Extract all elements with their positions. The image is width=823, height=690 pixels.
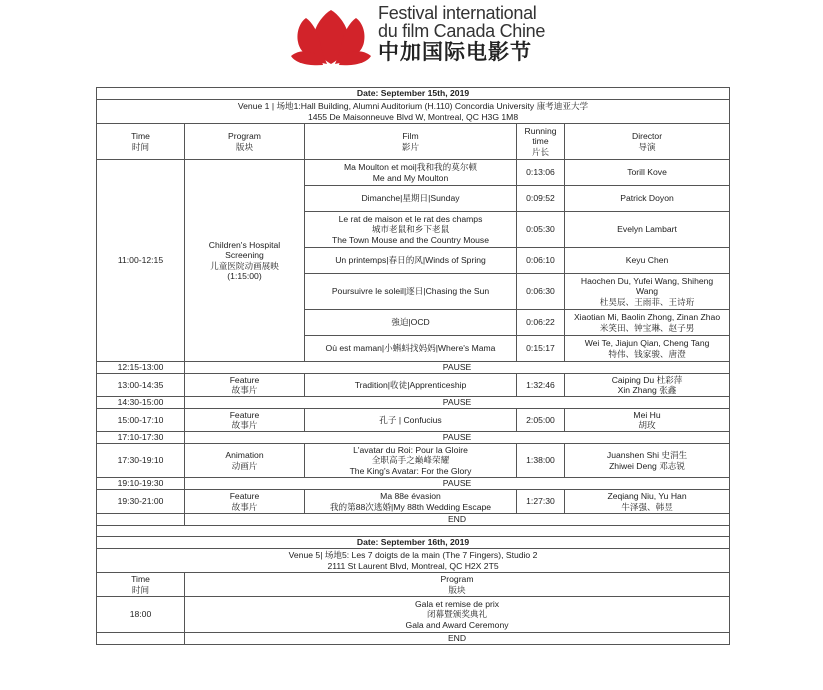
running-time: 0:06:10 bbox=[517, 248, 565, 274]
end-row bbox=[97, 514, 730, 526]
pause-label: PAUSE bbox=[185, 432, 730, 444]
screening-time: 13:00-14:35 bbox=[97, 374, 185, 397]
program: Feature 故事片 bbox=[185, 409, 305, 432]
festival-logo bbox=[290, 4, 550, 70]
pause-label: PAUSE bbox=[185, 397, 730, 409]
block1-time: 11:00-12:15 bbox=[97, 160, 185, 362]
day2-venue: Venue 5| 场地5: Les 7 doigts de la main (The 7 Fingers), Studio 2 2111 St Laurent Blvd, Montreal, QC H2X 2T5 bbox=[97, 549, 730, 573]
screening-time: 19:30-21:00 bbox=[97, 490, 185, 514]
film-title: 孔子 | Confucius bbox=[305, 409, 517, 432]
running-time: 0:06:22 bbox=[517, 310, 565, 336]
pause-row bbox=[97, 478, 730, 490]
block1-program: Children's Hospital Screening 儿童医院动画展映 (1:15:00) bbox=[185, 160, 305, 362]
table-row bbox=[97, 160, 730, 186]
day2-header-time: Time 时间 bbox=[97, 573, 185, 597]
table-row bbox=[97, 374, 730, 397]
end-label: END bbox=[185, 633, 730, 645]
table-row bbox=[97, 444, 730, 478]
screening-time: 17:30-19:10 bbox=[97, 444, 185, 478]
director: Juanshen Shi 史涓生 Zhiwei Deng 邓志锐 bbox=[565, 444, 730, 478]
running-time: 0:06:30 bbox=[517, 274, 565, 310]
running-time: 1:38:00 bbox=[517, 444, 565, 478]
running-time: 0:13:06 bbox=[517, 160, 565, 186]
running-time: 1:32:46 bbox=[517, 374, 565, 397]
col-header-film: Film 影片 bbox=[305, 124, 517, 160]
pause-label: PAUSE bbox=[185, 478, 730, 490]
film-title: Poursuivre le soleil|逐日|Chasing the Sun bbox=[305, 274, 517, 310]
end-label: END bbox=[185, 514, 730, 526]
running-time: 0:09:52 bbox=[517, 186, 565, 212]
film-title: Le rat de maison et le rat des champs 城市老鼠和乡下老鼠 The Town Mouse and the Country Mouse bbox=[305, 212, 517, 248]
running-time: 2:05:00 bbox=[517, 409, 565, 432]
film-title: L'avatar du Roi: Pour la Gloire 全职高手之巅峰荣耀 The King's Avatar: For the Glory bbox=[305, 444, 517, 478]
day1-date: Date: September 15th, 2019 bbox=[97, 88, 730, 100]
screening-time: 15:00-17:10 bbox=[97, 409, 185, 432]
director: Evelyn Lambart bbox=[565, 212, 730, 248]
director: Xiaotian Mi, Baolin Zhong, Zinan Zhao 米笑田、钟宝琳、赵子男 bbox=[565, 310, 730, 336]
gala-time: 18:00 bbox=[97, 597, 185, 633]
pause-label: PAUSE bbox=[185, 362, 730, 374]
film-title: Un printemps|春日的风|Winds of Spring bbox=[305, 248, 517, 274]
col-header-time: Time 时间 bbox=[97, 124, 185, 160]
pause-time: 12:15-13:00 bbox=[97, 362, 185, 374]
end-row bbox=[97, 633, 730, 645]
director: Haochen Du, Yufei Wang, Shiheng Wang 杜昊辰、王雨菲、王诗珩 bbox=[565, 274, 730, 310]
director: Zeqiang Niu, Yu Han 牛泽强、韩昱 bbox=[565, 490, 730, 514]
film-title: Ma 88e évasion 我的第88次逃婚|My 88th Wedding Escape bbox=[305, 490, 517, 514]
program: Feature 故事片 bbox=[185, 490, 305, 514]
day2-date: Date: September 16th, 2019 bbox=[97, 537, 730, 549]
pause-time: 17:10-17:30 bbox=[97, 432, 185, 444]
day2-header-program: Program 版块 bbox=[185, 573, 730, 597]
gala-program: Gala et remise de prix 闭幕暨颁奖典礼 Gala and Award Ceremony bbox=[185, 597, 730, 633]
program: Feature 故事片 bbox=[185, 374, 305, 397]
director: Torill Kove bbox=[565, 160, 730, 186]
table-row bbox=[97, 490, 730, 514]
col-header-program: Program 版块 bbox=[185, 124, 305, 160]
spacer-row bbox=[97, 526, 730, 537]
logo-line-chinese: 中加国际电影节 bbox=[378, 41, 532, 64]
flower-logo-icon bbox=[290, 6, 372, 68]
film-title: 強迫|OCD bbox=[305, 310, 517, 336]
table-row bbox=[97, 409, 730, 432]
film-title: Ma Moulton et moi|我和我的莫尔顿 Me and My Moulton bbox=[305, 160, 517, 186]
pause-row bbox=[97, 432, 730, 444]
running-time: 0:15:17 bbox=[517, 336, 565, 362]
col-header-director: Director 导演 bbox=[565, 124, 730, 160]
logo-line-1: Festival international bbox=[378, 3, 537, 23]
film-title: Dimanche|星期日|Sunday bbox=[305, 186, 517, 212]
director: Keyu Chen bbox=[565, 248, 730, 274]
pause-row bbox=[97, 397, 730, 409]
pause-time: 14:30-15:00 bbox=[97, 397, 185, 409]
day1-venue: Venue 1 | 场地1:Hall Building, Alumni Auditorium (H.110) Concordia University 康考迪亚大学 1455 De Maisonneuve Blvd W, Montreal, QC H3G 1M8 bbox=[97, 100, 730, 124]
pause-time: 19:10-19:30 bbox=[97, 478, 185, 490]
director: Mei Hu 胡玫 bbox=[565, 409, 730, 432]
logo-line-2: du film Canada Chine bbox=[378, 21, 546, 41]
pause-row bbox=[97, 362, 730, 374]
schedule-table bbox=[96, 87, 730, 645]
film-title: Tradition|收徒|Apprenticeship bbox=[305, 374, 517, 397]
director: Caiping Du 杜彩萍 Xin Zhang 张鑫 bbox=[565, 374, 730, 397]
director: Wei Te, Jiajun Qian, Cheng Tang 特伟、钱家骏、唐澄 bbox=[565, 336, 730, 362]
director: Patrick Doyon bbox=[565, 186, 730, 212]
program: Animation 动画片 bbox=[185, 444, 305, 478]
film-title: Où est maman|小蝌蚪找妈妈|Where's Mama bbox=[305, 336, 517, 362]
running-time: 0:05:30 bbox=[517, 212, 565, 248]
running-time: 1:27:30 bbox=[517, 490, 565, 514]
col-header-running-time: Running time 片长 bbox=[517, 124, 565, 160]
table-row bbox=[97, 597, 730, 633]
